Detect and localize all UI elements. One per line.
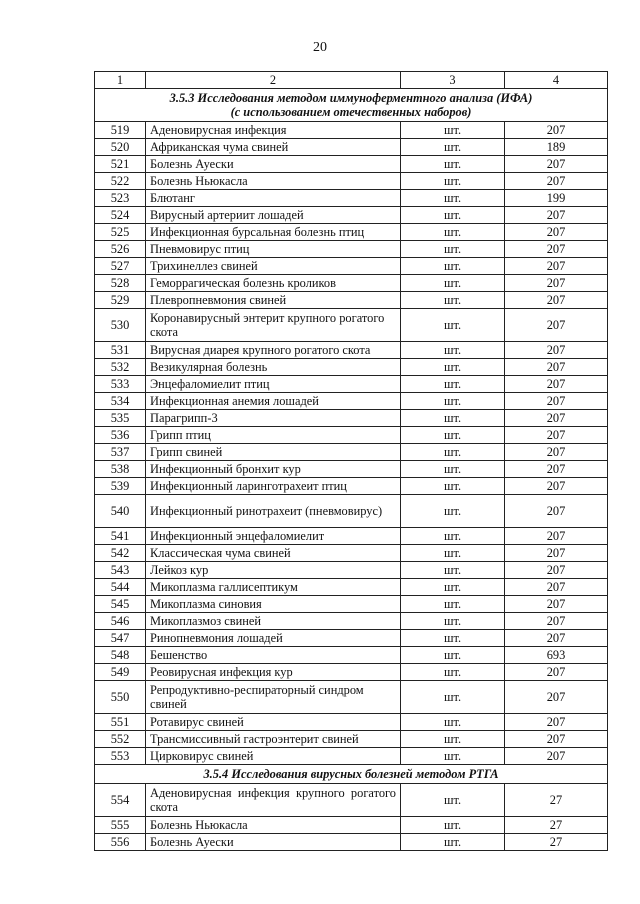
research-name: Грипп птиц [146, 427, 401, 444]
research-name: Блютанг [146, 190, 401, 207]
research-name: Болезнь Ньюкасла [146, 817, 401, 834]
research-name: Парагрипп-3 [146, 410, 401, 427]
research-name: Цирковирус свиней [146, 748, 401, 765]
row-number: 545 [95, 596, 146, 613]
row-number: 539 [95, 478, 146, 495]
row-number: 544 [95, 579, 146, 596]
price: 207 [505, 156, 608, 173]
row-number: 555 [95, 817, 146, 834]
research-name: Инфекционный бронхит кур [146, 461, 401, 478]
row-number: 534 [95, 393, 146, 410]
unit: шт. [401, 427, 505, 444]
price: 207 [505, 562, 608, 579]
price: 207 [505, 224, 608, 241]
table-row [95, 139, 608, 156]
table-row [95, 427, 608, 444]
research-name: Пневмовирус птиц [146, 241, 401, 258]
unit: шт. [401, 478, 505, 495]
table-row [95, 664, 608, 681]
price: 207 [505, 393, 608, 410]
unit: шт. [401, 122, 505, 139]
price-table [94, 71, 608, 851]
price: 207 [505, 427, 608, 444]
table-row [95, 173, 608, 190]
price: 207 [505, 495, 608, 528]
research-name: Инфекционная бурсальная болезнь птиц [146, 224, 401, 241]
row-number: 556 [95, 834, 146, 851]
unit: шт. [401, 139, 505, 156]
table-row [95, 190, 608, 207]
table-row [95, 224, 608, 241]
unit: шт. [401, 495, 505, 528]
price: 207 [505, 309, 608, 342]
price: 189 [505, 139, 608, 156]
table-row [95, 817, 608, 834]
table-row [95, 630, 608, 647]
price: 207 [505, 258, 608, 275]
section-heading [95, 89, 608, 122]
row-number: 547 [95, 630, 146, 647]
table-row [95, 156, 608, 173]
research-name: Ринопневмония лошадей [146, 630, 401, 647]
price: 207 [505, 444, 608, 461]
price: 207 [505, 275, 608, 292]
research-name: Инфекционный энцефаломиелит [146, 528, 401, 545]
unit: шт. [401, 393, 505, 410]
unit: шт. [401, 731, 505, 748]
column-number-4: 4 [505, 72, 608, 89]
price: 27 [505, 817, 608, 834]
table-row [95, 495, 608, 528]
page-number: 20 [313, 40, 327, 55]
price: 207 [505, 613, 608, 630]
unit: шт. [401, 681, 505, 714]
price: 207 [505, 714, 608, 731]
table-row [95, 681, 608, 714]
research-name: Классическая чума свиней [146, 545, 401, 562]
unit: шт. [401, 613, 505, 630]
research-name: Коронавирусный энтерит крупного рогатого скота [146, 309, 401, 342]
research-name: Вирусная диарея крупного рогатого скота [146, 342, 401, 359]
research-name: Грипп свиней [146, 444, 401, 461]
price: 27 [505, 784, 608, 817]
unit: шт. [401, 579, 505, 596]
price: 199 [505, 190, 608, 207]
research-name: Репродуктивно-респираторный синдром свиней [146, 681, 401, 714]
price: 27 [505, 834, 608, 851]
unit: шт. [401, 376, 505, 393]
table-row [95, 528, 608, 545]
price: 207 [505, 376, 608, 393]
table-row [95, 207, 608, 224]
table-row [95, 122, 608, 139]
row-number: 543 [95, 562, 146, 579]
row-number: 521 [95, 156, 146, 173]
row-number: 553 [95, 748, 146, 765]
row-number: 551 [95, 714, 146, 731]
row-number: 533 [95, 376, 146, 393]
row-number: 525 [95, 224, 146, 241]
price: 207 [505, 579, 608, 596]
price: 207 [505, 478, 608, 495]
unit: шт. [401, 342, 505, 359]
row-number: 535 [95, 410, 146, 427]
price: 207 [505, 731, 608, 748]
table-row [95, 309, 608, 342]
unit: шт. [401, 224, 505, 241]
price: 207 [505, 207, 608, 224]
research-name: Геморрагическая болезнь кроликов [146, 275, 401, 292]
row-number: 554 [95, 784, 146, 817]
unit: шт. [401, 664, 505, 681]
section-heading-line-1: 3.5.4 Исследования вирусных болезней методом РТГА [203, 767, 499, 781]
price: 207 [505, 681, 608, 714]
unit: шт. [401, 647, 505, 664]
row-number: 522 [95, 173, 146, 190]
price: 207 [505, 545, 608, 562]
unit: шт. [401, 359, 505, 376]
research-name: Микоплазма синовия [146, 596, 401, 613]
unit: шт. [401, 596, 505, 613]
research-name: Болезнь Ауески [146, 834, 401, 851]
row-number: 523 [95, 190, 146, 207]
unit: шт. [401, 528, 505, 545]
section-heading-line-1: 3.5.3 Исследования методом иммуноферментного анализа (ИФА) [169, 91, 533, 105]
research-name: Лейкоз кур [146, 562, 401, 579]
row-number: 542 [95, 545, 146, 562]
row-number: 540 [95, 495, 146, 528]
row-number: 537 [95, 444, 146, 461]
row-number: 546 [95, 613, 146, 630]
row-number: 520 [95, 139, 146, 156]
unit: шт. [401, 784, 505, 817]
research-name: Болезнь Ньюкасла [146, 173, 401, 190]
unit: шт. [401, 241, 505, 258]
row-number: 527 [95, 258, 146, 275]
research-name: Болезнь Ауески [146, 156, 401, 173]
row-number: 536 [95, 427, 146, 444]
price: 207 [505, 122, 608, 139]
price-table-body [95, 72, 608, 851]
unit: шт. [401, 190, 505, 207]
table-row [95, 731, 608, 748]
table-row [95, 292, 608, 309]
row-number: 538 [95, 461, 146, 478]
research-name: Везикулярная болезнь [146, 359, 401, 376]
price: 207 [505, 596, 608, 613]
unit: шт. [401, 545, 505, 562]
price: 207 [505, 664, 608, 681]
table-row [95, 359, 608, 376]
unit: шт. [401, 309, 505, 342]
research-name: Трансмиссивный гастроэнтерит свиней [146, 731, 401, 748]
price: 693 [505, 647, 608, 664]
unit: шт. [401, 292, 505, 309]
table-row [95, 461, 608, 478]
section-heading [95, 765, 608, 784]
row-number: 549 [95, 664, 146, 681]
row-number: 532 [95, 359, 146, 376]
table-row [95, 579, 608, 596]
column-number-row [95, 72, 608, 89]
table-row [95, 748, 608, 765]
unit: шт. [401, 834, 505, 851]
table-row [95, 834, 608, 851]
section-heading-line-2: (с использованием отечественных наборов) [230, 105, 472, 119]
price: 207 [505, 630, 608, 647]
table-row [95, 376, 608, 393]
research-name: Ротавирус свиней [146, 714, 401, 731]
unit: шт. [401, 714, 505, 731]
research-name: Вирусный артериит лошадей [146, 207, 401, 224]
price: 207 [505, 461, 608, 478]
row-number: 541 [95, 528, 146, 545]
table-row [95, 258, 608, 275]
research-name: Инфекционная анемия лошадей [146, 393, 401, 410]
table-row [95, 275, 608, 292]
table-row [95, 714, 608, 731]
row-number: 552 [95, 731, 146, 748]
unit: шт. [401, 207, 505, 224]
price: 207 [505, 173, 608, 190]
price: 207 [505, 359, 608, 376]
table-row [95, 545, 608, 562]
unit: шт. [401, 748, 505, 765]
research-name: Африканская чума свиней [146, 139, 401, 156]
table-row [95, 444, 608, 461]
research-name: Микоплазма галлисептикум [146, 579, 401, 596]
table-row [95, 784, 608, 817]
row-number: 519 [95, 122, 146, 139]
research-name: Микоплазмоз свиней [146, 613, 401, 630]
column-number-3: 3 [401, 72, 505, 89]
unit: шт. [401, 562, 505, 579]
table-row [95, 562, 608, 579]
research-name: Инфекционный ринотрахеит (пневмовирус) [146, 495, 401, 528]
research-name: Аденовирусная инфекция [146, 122, 401, 139]
row-number: 529 [95, 292, 146, 309]
row-number: 530 [95, 309, 146, 342]
table-row [95, 647, 608, 664]
unit: шт. [401, 156, 505, 173]
research-name: Плевропневмония свиней [146, 292, 401, 309]
price: 207 [505, 528, 608, 545]
table-row [95, 410, 608, 427]
unit: шт. [401, 461, 505, 478]
price: 207 [505, 410, 608, 427]
row-number: 550 [95, 681, 146, 714]
unit: шт. [401, 817, 505, 834]
table-row [95, 241, 608, 258]
price: 207 [505, 241, 608, 258]
research-name: Энцефаломиелит птиц [146, 376, 401, 393]
row-number: 531 [95, 342, 146, 359]
price: 207 [505, 292, 608, 309]
research-name: Инфекционный ларинготрахеит птиц [146, 478, 401, 495]
row-number: 524 [95, 207, 146, 224]
research-name: Аденовирусная инфекция крупного рогатого скота [146, 784, 401, 817]
price: 207 [505, 342, 608, 359]
table-row [95, 393, 608, 410]
research-name: Трихинеллез свиней [146, 258, 401, 275]
table-row [95, 478, 608, 495]
unit: шт. [401, 258, 505, 275]
row-number: 528 [95, 275, 146, 292]
unit: шт. [401, 410, 505, 427]
column-number-1: 1 [95, 72, 146, 89]
price: 207 [505, 748, 608, 765]
table-row [95, 596, 608, 613]
table-row [95, 342, 608, 359]
unit: шт. [401, 173, 505, 190]
unit: шт. [401, 275, 505, 292]
row-number: 548 [95, 647, 146, 664]
table-row [95, 613, 608, 630]
research-name: Реовирусная инфекция кур [146, 664, 401, 681]
section-heading-row [95, 89, 608, 122]
unit: шт. [401, 444, 505, 461]
column-number-2: 2 [146, 72, 401, 89]
unit: шт. [401, 630, 505, 647]
row-number: 526 [95, 241, 146, 258]
research-name: Бешенство [146, 647, 401, 664]
section-heading-row [95, 765, 608, 784]
